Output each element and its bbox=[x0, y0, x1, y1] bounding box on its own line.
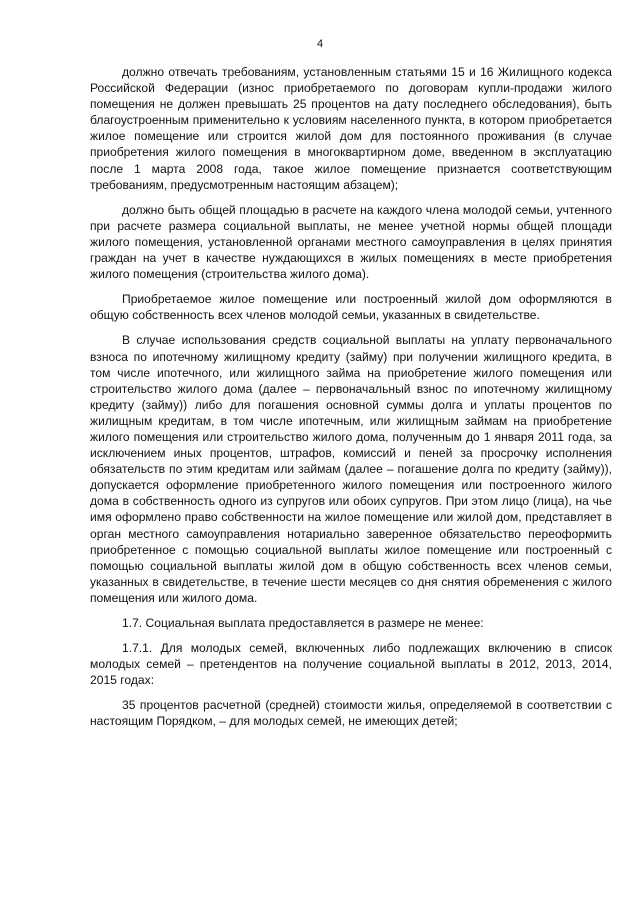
paragraph-area-requirement: должно быть общей площадью в расчете на каждого члена молодой семьи, учтенного при расчете размера социальной выплаты, не менее учетной нормы общей площади жилого помещения, установленной органами местного самоуправления в целях принятия граждан на учет в качестве нуждающихся в жилых помещениях в месте приобретения жилого помещения (строительства жилого дома). bbox=[90, 202, 612, 282]
paragraph-housing-requirements: должно отвечать требованиям, установленным статьями 15 и 16 Жилищного кодекса Российской Федерации (износ приобретаемого по договорам купли-продажи жилого помещения не должен превышать 25 процентов на дату последнего обследования), быть благоустроенным применительно к условиям населенного пункта, в котором приобретается жилое помещение или строится жилой дом для постоянного проживания (в случае приобретения жилого помещения в многоквартирном доме, введенном в эксплуатацию после 1 марта 2008 года, такое жилое помещение признается соответствующим требованиям, предусмотренным настоящим абзацем); bbox=[90, 65, 612, 192]
document-body bbox=[90, 64, 612, 739]
paragraph-section-1-7: 1.7. Социальная выплата предоставляется в размере не менее: bbox=[122, 616, 484, 630]
paragraph-mortgage-case: В случае использования средств социальной выплаты на уплату первоначального взноса по ипотечному жилищному кредиту (займу) при получении жилищного кредита, в том числе ипотечного, или жилищного займа на приобретение жилого помещения или строительство жилого дома (далее – первоначальный взнос по ипотечному жилищному кредиту (займу)) либо для погашения основной суммы долга и уплаты процентов по жилищным кредитам, в том числе ипотечным, или жилищным займам на приобретение жилого помещения или строительство жилого дома, полученным до 1 января 2011 года, за исключением иных процентов, штрафов, комиссий и пеней за просрочку исполнения обязательств по этим кредитам или займам (далее – погашение долга по кредиту (займу)), допускается оформление приобретенного жилого помещения или построенного жилого дома в собственность одного из супругов или обоих супругов. При этом лицо (лица), на чье имя оформлено право собственности на жилое помещение или жилой дом, представляет в орган местного самоуправления нотариально заверенное обязательство переоформить приобретенное с помощью социальной выплаты жилое помещение или построенный с помощью социальной выплаты жилой дом в общую собственность всех членов семьи, указанных в свидетельстве, в течение шести месяцев со дня снятия обременения с жилого помещения или жилого дома. bbox=[90, 333, 612, 605]
paragraph-section-1-7-1: 1.7.1. Для молодых семей, включенных либо подлежащих включению в список молодых семей – претендентов на получение социальной выплаты в 2012, 2013, 2014, 2015 годах: bbox=[90, 641, 612, 688]
page-number: 4 bbox=[316, 38, 324, 50]
paragraph-35-percent: 35 процентов расчетной (средней) стоимости жилья, определяемой в соответствии с настоящим Порядком, – для молодых семей, не имеющих детей; bbox=[90, 698, 612, 729]
paragraph-common-ownership: Приобретаемое жилое помещение или построенный жилой дом оформляются в общую собственность всех членов молодой семьи, указанных в свидетельстве. bbox=[90, 292, 612, 323]
